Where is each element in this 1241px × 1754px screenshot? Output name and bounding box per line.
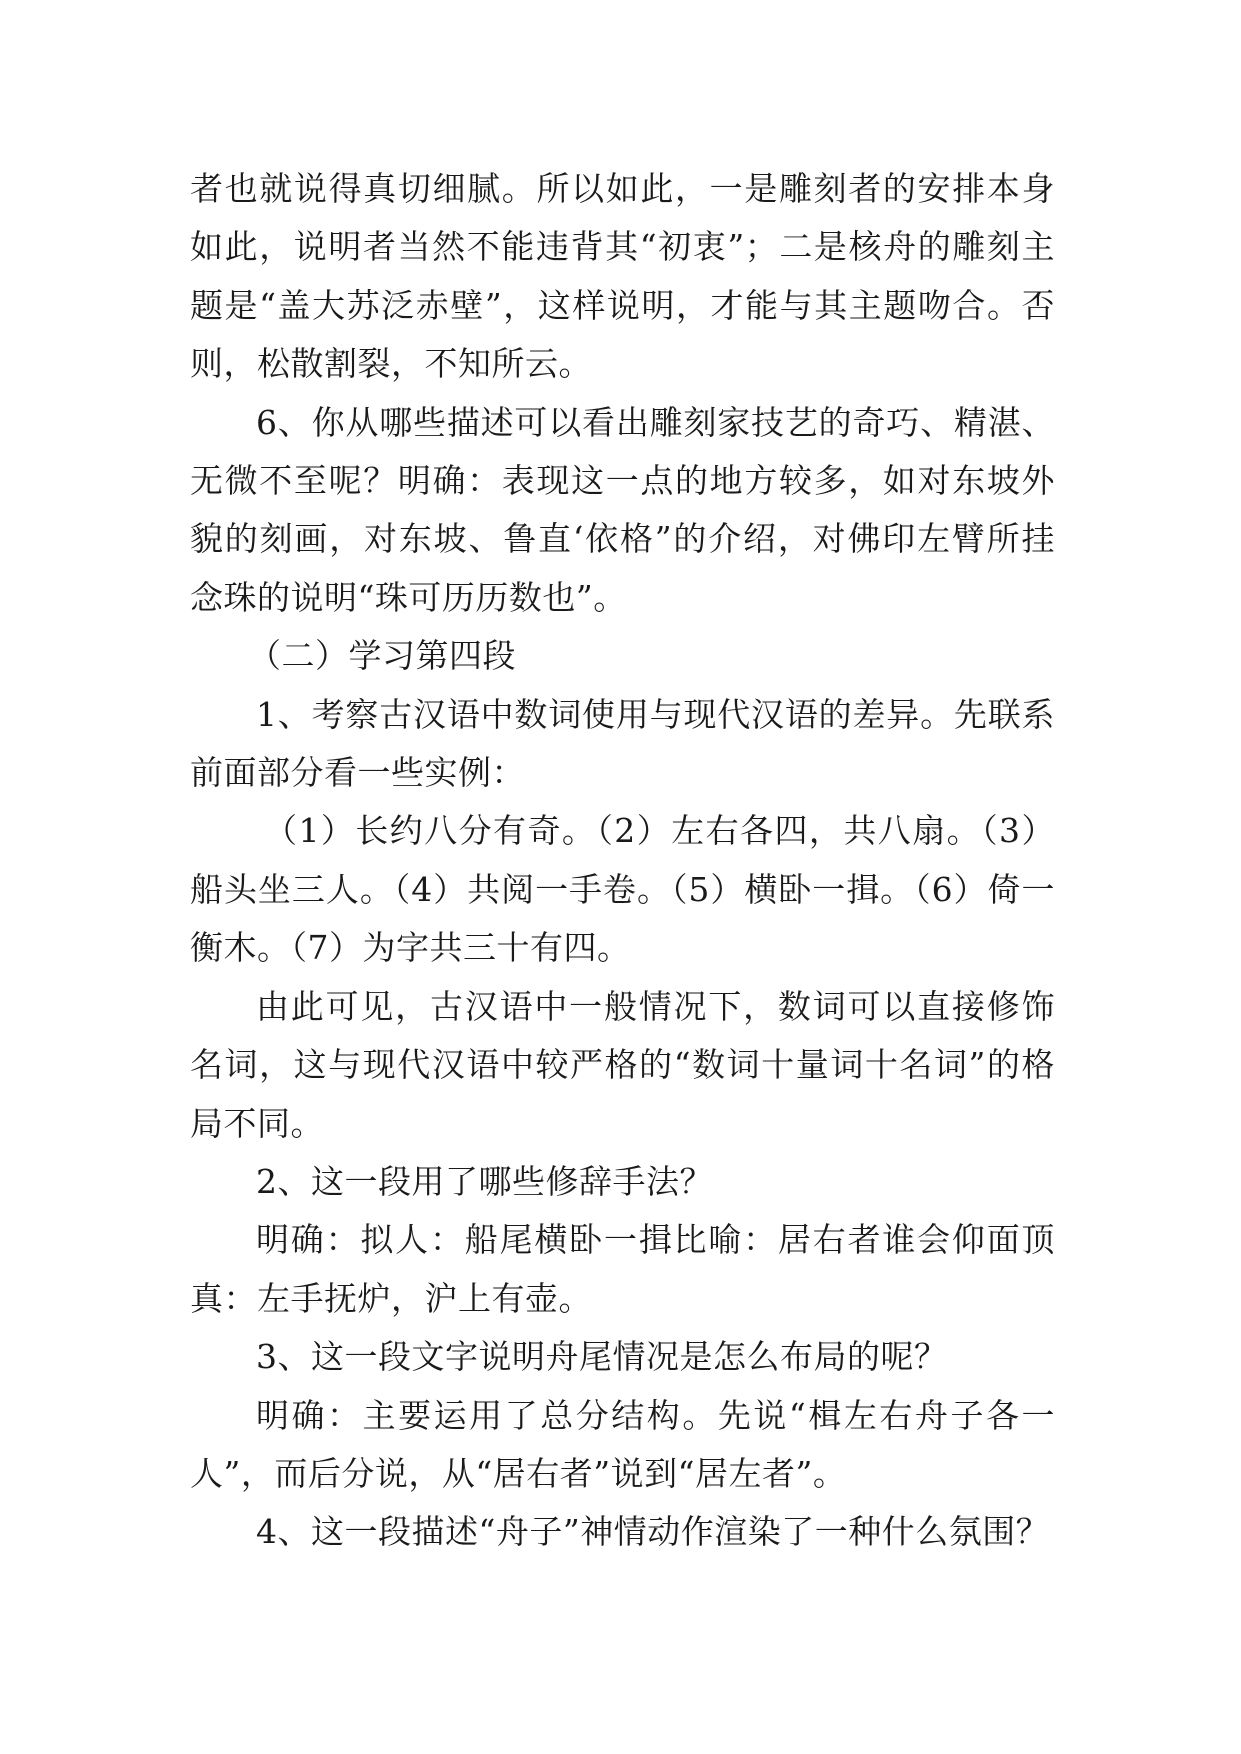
paragraph-answer-2: 明确：拟人：船尾横卧一揖比喻：居右者谁会仰面顶真：左手抚炉，沪上有壶。 <box>190 1220 1055 1318</box>
paragraph-examples: （1）长约八分有奇。（2）左右各四，共八扇。（3）船头坐三人。（4）共阅一手卷。（5）横卧一揖。（6）倚一衡木。（7）为字共三十有四。 <box>190 811 1055 968</box>
paragraph-question-1: 1、考察古汉语中数词使用与现代汉语的差异。先联系前面部分看一些实例： <box>190 694 1055 793</box>
paragraph-question-3: 3、这一段文字说明舟尾情况是怎么布局的呢？ <box>256 1337 948 1377</box>
paragraph-question-6: 6、你从哪些描述可以看出雕刻家技艺的奇巧、精湛、无微不至呢？明确：表现这一点的地方较多，如对东坡外貌的刻画，对东坡、鲁直‘依格”的介绍，对佛印左臂所挂念珠的说明“珠可历历数也”。 <box>190 402 1055 617</box>
section-heading-study-fourth-paragraph: （二）学习第四段 <box>248 636 516 676</box>
paragraph-answer-3: 明确：主要运用了总分结构。先说“楫左右舟子各一人”，而后分说，从“居右者”说到“居左者”。 <box>190 1395 1055 1493</box>
paragraph-question-4: 4、这一段描述“舟子”神情动作渲染了一种什么氛围？ <box>256 1512 1050 1552</box>
paragraph-continuation: 者也就说得真切细腻。所以如此，一是雕刻者的安排本身如此，说明者当然不能违背其“初衷”；二是核舟的雕刻主题是“盖大苏泛赤壁”，这样说明，才能与其主题吻合。否则，松散割裂，不知所云。 <box>190 169 1055 384</box>
document-body <box>190 160 1055 1562</box>
paragraph-conclusion: 由此可见，古汉语中一般情况下，数词可以直接修饰名词，这与现代汉语中较严格的“数词十量词十名词”的格局不同。 <box>190 986 1055 1143</box>
paragraph-question-2: 2、这一段用了哪些修辞手法？ <box>256 1161 713 1201</box>
